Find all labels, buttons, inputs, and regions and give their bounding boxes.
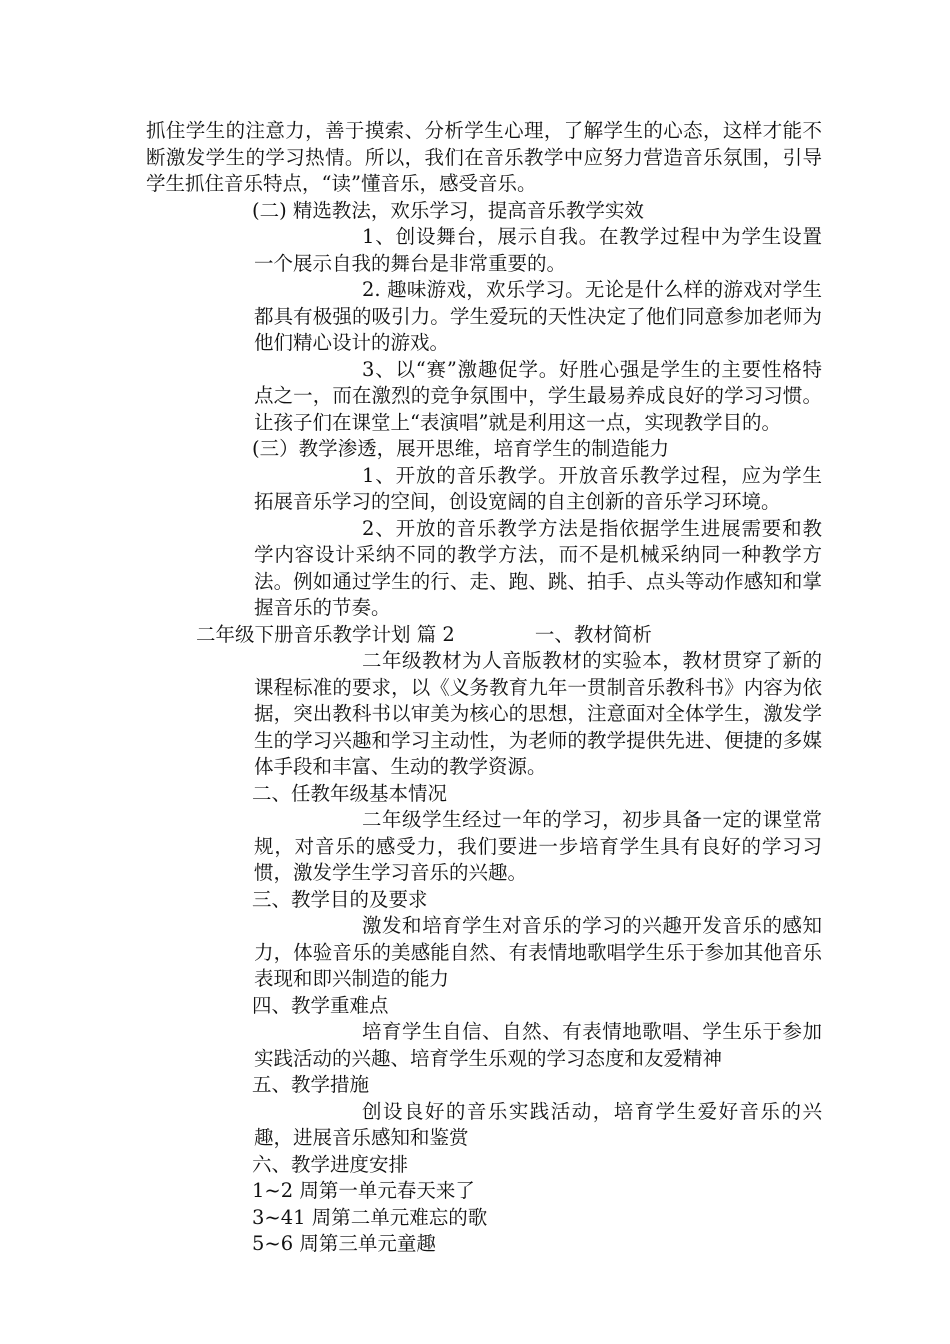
paragraph: 二年级教材为人音版教材的实验本，教材贯穿了新的课程标准的要求，以《义务教育九年一贯制音乐教科书》内容为依据，突出教科书以审美为核心的思想，注意面对全体学生，激发学生的学习兴趣和学习主动性，为老师的教学提供先进、便捷的多媒体手段和丰富、生动的教学资源。 xyxy=(254,649,822,778)
paragraph: 1、开放的音乐教学。开放音乐教学过程，应为学生拓展音乐学习的空间，创设宽阔的自主创新的音乐学习环境。 xyxy=(254,463,822,513)
section-heading: 一、教材简析 xyxy=(534,622,652,646)
paragraph: 2. 趣味游戏，欢乐学习。无论是什么样的游戏对学生都具有极强的吸引力。学生爱玩的天性决定了他们同意参加老师为他们精心设计的游戏。 xyxy=(254,278,822,354)
section-heading: (二) 精选教法，欢乐学习，提高音乐教学实效 xyxy=(252,198,644,222)
schedule-item: 3~41 周第二单元难忘的歌 xyxy=(252,1205,488,1229)
document-body xyxy=(146,118,822,1258)
section-heading: 三、教学目的及要求 xyxy=(252,887,428,911)
section-heading: (三）教学渗透，展开思维，培育学生的制造能力 xyxy=(252,437,670,460)
schedule-item: 5~6 周第三单元童趣 xyxy=(252,1232,436,1255)
paragraph: 二年级学生经过一年的学习，初步具备一定的课堂常规，对音乐的感受力，我们要进一步培育学生具有良好的学习习惯，激发学生学习音乐的兴趣。 xyxy=(254,808,822,884)
section-heading: 四、教学重难点 xyxy=(252,993,389,1017)
paragraph: 创设良好的音乐实践活动，培育学生爱好音乐的兴趣，进展音乐感知和鉴赏 xyxy=(254,1099,822,1149)
document-title-line xyxy=(146,622,822,649)
section-heading: 二、任教年级基本情况 xyxy=(252,781,448,805)
document-title: 二年级下册音乐教学计划 篇 2 xyxy=(196,622,455,646)
paragraph: 激发和培育学生对音乐的学习的兴趣开发音乐的感知力，体验音乐的美感能自然、有表情地歌唱学生乐于参加其他音乐表现和即兴制造的能力 xyxy=(254,914,822,990)
paragraph: 1、创设舞台，展示自我。在教学过程中为学生设置一个展示自我的舞台是非常重要的。 xyxy=(254,225,822,275)
section-heading: 六、教学进度安排 xyxy=(252,1152,409,1176)
paragraph: 抓住学生的注意力，善于摸索、分析学生心理，了解学生的心态，这样才能不断激发学生的学习热情。所以，我们在音乐教学中应努力营造音乐氛围，引导学生抓住音乐特点，“读”懂音乐，感受音乐。 xyxy=(146,119,822,195)
schedule-item: 1~2 周第一单元春天来了 xyxy=(252,1179,475,1202)
section-heading: 五、教学措施 xyxy=(252,1073,370,1096)
paragraph: 2、开放的音乐教学方法是指依据学生进展需要和教学内容设计采纳不同的教学方法，而不是机械采纳同一种教学方法。例如通过学生的行、走、跑、跳、拍手、点头等动作感知和掌握音乐的节奏。 xyxy=(254,516,822,619)
paragraph: 3、以“赛”激趣促学。好胜心强是学生的主要性格特点之一，而在激烈的竞争氛围中，学生最易养成良好的学习习惯。让孩子们在课堂上“表演唱”就是利用这一点，实现教学目的。 xyxy=(254,357,822,434)
paragraph: 培育学生自信、自然、有表情地歌唱、学生乐于参加实践活动的兴趣、培育学生乐观的学习态度和友爱精神 xyxy=(254,1020,822,1070)
